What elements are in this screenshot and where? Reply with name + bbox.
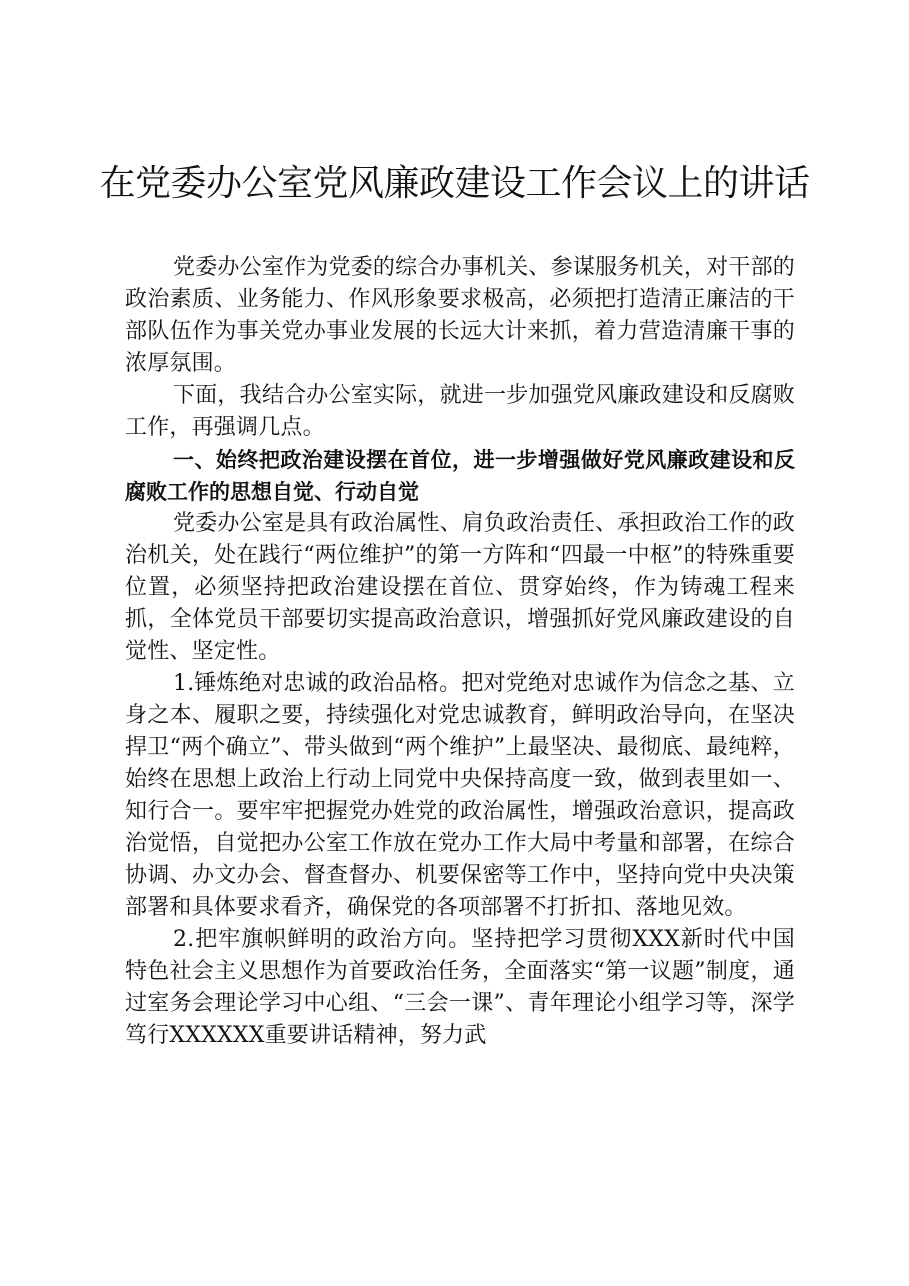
paragraph-outline: 下面，我结合办公室实际，就进一步加强党风廉政建设和反腐败工作，再强调几点。 — [125, 383, 795, 440]
section-heading-1: 一、始终把政治建设摆在首位，进一步增强做好党风廉政建设和反腐败工作的思想自觉、行动自觉 — [125, 448, 795, 504]
paragraph-intro: 党委办公室作为党委的综合办事机关、参谋服务机关，对干部的政治素质、业务能力、作风形象要求极高，必须把打造清正廉洁的干部队伍作为事关党办事业发展的长远大计来抓，着力营造清廉干事的浓厚氛围。 — [125, 255, 795, 376]
paragraph-point-2: 2.把牢旗帜鲜明的政治方向。坚持把学习贯彻XXX新时代中国特色社会主义思想作为首要政治任务，全面落实“第一议题”制度，通过室务会理论学习中心组、“三会一课”、青年理论小组学习等，深学笃行XXXXXX重要讲话精神，努力武 — [125, 927, 795, 1048]
paragraph-section-1-intro: 党委办公室是具有政治属性、肩负政治责任、承担政治工作的政治机关，处在践行“两位维护”的第一方阵和“四最一中枢”的特殊重要位置，必须坚持把政治建设摆在首位、贯穿始终，作为铸魂工程来抓，全体党员干部要切实提高政治意识，增强抓好党风廉政建设的自觉性、坚定性。 — [125, 511, 795, 664]
document-title: 在党委办公室党风廉政建设工作会议上的讲话 — [99, 163, 810, 204]
paragraph-point-1: 1.锤炼绝对忠诚的政治品格。把对党绝对忠诚作为信念之基、立身之本、履职之要，持续强化对党忠诚教育，鲜明政治导向，在坚决捍卫“两个确立”、带头做到“两个维护”上最坚决、最彻底、最纯粹，始终在思想上政治上行动上同党中央保持高度一致，做到表里如一、知行合一。要牢牢把握党办姓党的政治属性，增强政治意识，提高政治觉悟，自觉把办公室工作放在党办工作大局中考量和部署，在综合协调、办文办会、督查督办、机要保密等工作中，坚持向党中央决策部署和具体要求看齐，确保党的各项部署不打折扣、落地见效。 — [125, 671, 795, 920]
document-body — [125, 252, 795, 1052]
